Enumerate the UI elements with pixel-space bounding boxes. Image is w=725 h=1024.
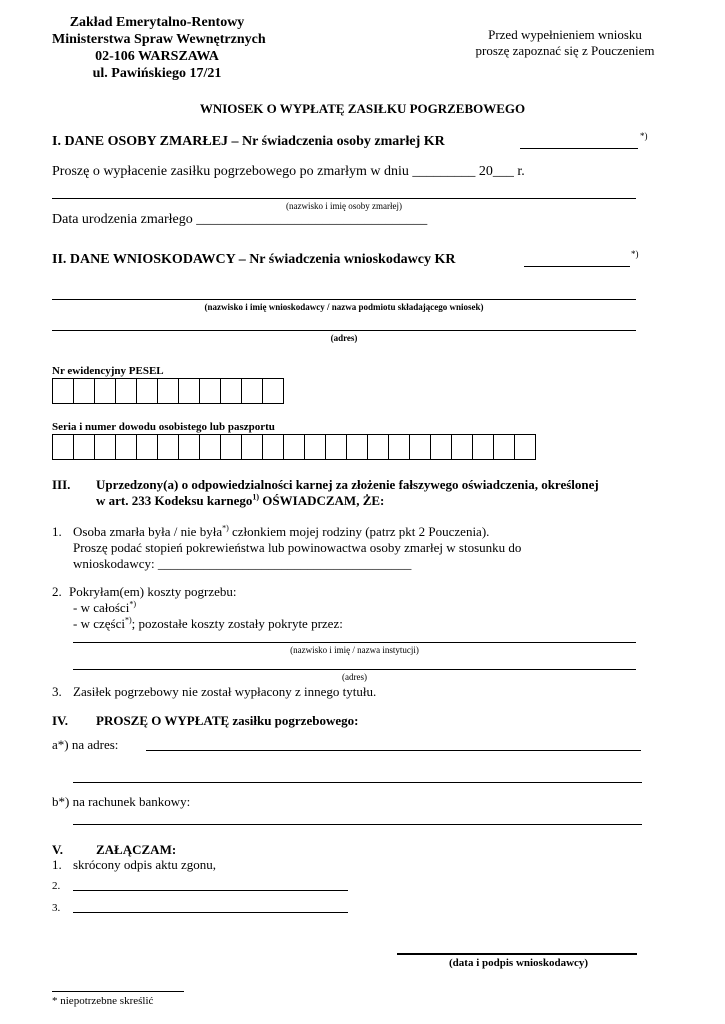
form-title: WNIOSEK O WYPŁATĘ ZASIŁKU POGRZEBOWEGO	[199, 101, 526, 116]
pesel-digit-box[interactable]	[241, 378, 263, 404]
other-payer-address-field[interactable]	[73, 669, 636, 670]
payment-address-field-1[interactable]	[146, 750, 641, 751]
signature-line[interactable]	[397, 953, 637, 955]
id-char-box[interactable]	[325, 434, 347, 460]
note-line-2: proszę zapoznać się z Pouczeniem	[475, 43, 655, 58]
payment-option-address[interactable]: a*) na adres:	[52, 737, 119, 752]
section-3-footnote-ref: 1)	[252, 492, 260, 502]
id-char-box[interactable]	[178, 434, 200, 460]
id-document-label: Seria i numer dowodu osobistego lub paszportu	[52, 421, 275, 433]
applicant-kr-number-field[interactable]	[524, 266, 630, 267]
id-char-box[interactable]	[430, 434, 452, 460]
pesel-label: Nr ewidencyjny PESEL	[52, 365, 164, 377]
death-date-request[interactable]: Proszę o wypłacenie zasiłku pogrzebowego po zmarłym w dniu _________ 20___ r.	[52, 164, 525, 179]
cost-option-partial-footnote: *)	[124, 615, 132, 625]
section-5-number: V.	[52, 842, 63, 857]
statement-2-number: 2.	[52, 584, 62, 599]
id-char-box[interactable]	[199, 434, 221, 460]
section-1-footnote-mark: *)	[640, 131, 648, 141]
pesel-digit-box[interactable]	[115, 378, 137, 404]
payment-option-bank[interactable]: b*) na rachunek bankowy:	[52, 794, 191, 809]
id-char-box[interactable]	[409, 434, 431, 460]
attachment-1-text: skrócony odpis aktu zgonu,	[73, 857, 216, 872]
id-char-box[interactable]	[304, 434, 326, 460]
id-char-box[interactable]	[52, 434, 74, 460]
birth-date-field[interactable]: Data urodzenia zmarłego _________________________________	[52, 212, 428, 227]
id-char-box[interactable]	[157, 434, 179, 460]
section-1-heading-text: I. DANE OSOBY ZMARŁEJ – Nr świadczenia osoby zmarłej KR	[52, 134, 445, 149]
id-char-box[interactable]	[241, 434, 263, 460]
cost-option-partial-rest: ; pozostałe koszty zostały pokryte przez:	[131, 616, 343, 631]
section-3-heading-line-1: Uprzedzony(a) o odpowiedzialności karnej za złożenie fałszywego oświadczenia, określonej	[96, 477, 599, 492]
pesel-digit-box[interactable]	[178, 378, 200, 404]
applicant-address-field[interactable]	[52, 330, 636, 331]
other-payer-name-caption: (nazwisko i imię / nazwa instytucji)	[290, 645, 419, 655]
footnote-text: * niepotrzebne skreślić	[52, 995, 154, 1007]
section-3-heading-part-b: OŚWIADCZAM, ŻE:	[259, 493, 385, 508]
institution-line-1: Zakład Emerytalno-Rentowy	[69, 15, 245, 30]
statement-1-line-1[interactable]	[73, 524, 489, 540]
institution-line-3: 02-106 WARSZAWA	[95, 49, 219, 64]
section-4-number: IV.	[52, 713, 69, 728]
institution-block	[52, 14, 266, 82]
statement-3-text: Zasiłek pogrzebowy nie został wypłacony z innego tytułu.	[73, 684, 377, 699]
deceased-name-caption: (nazwisko i imię osoby zmarłej)	[286, 201, 402, 211]
bank-account-field[interactable]	[73, 824, 642, 825]
section-3-heading-line-2	[96, 493, 384, 509]
id-char-box[interactable]	[346, 434, 368, 460]
id-char-box[interactable]	[115, 434, 137, 460]
applicant-name-field[interactable]	[52, 299, 636, 300]
section-3-heading-part-a: w art. 233 Kodeksu karnego	[96, 493, 253, 508]
signature-caption: (data i podpis wnioskodawcy)	[449, 957, 589, 969]
id-char-box[interactable]	[367, 434, 389, 460]
deceased-kr-number-field[interactable]	[520, 148, 638, 149]
id-char-box[interactable]	[262, 434, 284, 460]
attachment-2-field[interactable]	[73, 890, 348, 891]
id-char-box[interactable]	[493, 434, 515, 460]
statement-1-number: 1.	[52, 524, 62, 539]
pesel-digit-box[interactable]	[136, 378, 158, 404]
relationship-field[interactable]: wnioskodawcy: _______________________________________	[73, 556, 412, 571]
statement-3-number: 3.	[52, 684, 62, 699]
section-1-heading	[52, 133, 445, 150]
section-2-footnote-mark: *)	[631, 249, 639, 259]
id-char-box[interactable]	[514, 434, 536, 460]
section-4-heading: PROSZĘ O WYPŁATĘ zasiłku pogrzebowego:	[96, 713, 359, 728]
id-document-boxes[interactable]	[52, 434, 536, 460]
pesel-digit-box[interactable]	[199, 378, 221, 404]
id-char-box[interactable]	[388, 434, 410, 460]
id-char-box[interactable]	[73, 434, 95, 460]
applicant-address-caption: (adres)	[330, 333, 358, 343]
id-char-box[interactable]	[94, 434, 116, 460]
pesel-digit-box[interactable]	[220, 378, 242, 404]
attachment-2-number: 2.	[52, 880, 61, 892]
cost-option-full[interactable]	[73, 600, 136, 616]
id-char-box[interactable]	[220, 434, 242, 460]
section-2-heading: II. DANE WNIOSKODAWCY – Nr świadczenia wnioskodawcy KR	[52, 252, 456, 267]
cost-option-partial[interactable]	[73, 616, 343, 632]
id-char-box[interactable]	[283, 434, 305, 460]
applicant-name-caption: (nazwisko i imię wnioskodawcy / nazwa podmiotu składającego wniosek)	[204, 302, 484, 312]
pesel-digit-box[interactable]	[262, 378, 284, 404]
footnote-separator	[52, 991, 184, 992]
cost-option-partial-text[interactable]: - w części	[73, 616, 125, 631]
deceased-name-field[interactable]	[52, 198, 636, 199]
statement-1-footnote-mark: *)	[222, 523, 229, 533]
cost-option-full-footnote: *)	[129, 599, 136, 609]
section-5-heading: ZAŁĄCZAM:	[96, 842, 177, 857]
other-payer-name-field[interactable]	[73, 642, 636, 643]
statement-2-line-1: Pokryłam(em) koszty pogrzebu:	[69, 584, 237, 599]
other-payer-address-caption: (adres)	[342, 672, 367, 682]
note-line-1: Przed wypełnieniem wniosku	[488, 27, 642, 42]
statement-1-rest: członkiem mojej rodziny (patrz pkt 2 Pouczenia).	[228, 524, 490, 539]
institution-line-2: Ministerstwa Spraw Wewnętrznych	[52, 32, 266, 47]
cost-option-full-text[interactable]: - w całości	[73, 600, 130, 615]
attachment-1-number: 1.	[52, 857, 62, 872]
id-char-box[interactable]	[472, 434, 494, 460]
attachment-3-number: 3.	[52, 902, 61, 914]
attachment-3-field[interactable]	[73, 912, 348, 913]
pesel-boxes[interactable]	[52, 378, 284, 404]
payment-address-field-2[interactable]	[73, 782, 642, 783]
id-char-box[interactable]	[451, 434, 473, 460]
pesel-digit-box[interactable]	[94, 378, 116, 404]
id-char-box[interactable]	[136, 434, 158, 460]
section-3-number: III.	[52, 477, 71, 492]
pesel-digit-box[interactable]	[52, 378, 74, 404]
pesel-digit-box[interactable]	[157, 378, 179, 404]
statement-1-line-2: Proszę podać stopień pokrewieństwa lub powinowactwa osoby zmarłej w stosunku do	[73, 540, 522, 555]
pesel-digit-box[interactable]	[73, 378, 95, 404]
instruction-note	[470, 27, 660, 59]
family-member-choice[interactable]: Osoba zmarła była / nie była	[73, 524, 223, 539]
institution-line-4: ul. Pawińskiego 17/21	[92, 66, 222, 81]
